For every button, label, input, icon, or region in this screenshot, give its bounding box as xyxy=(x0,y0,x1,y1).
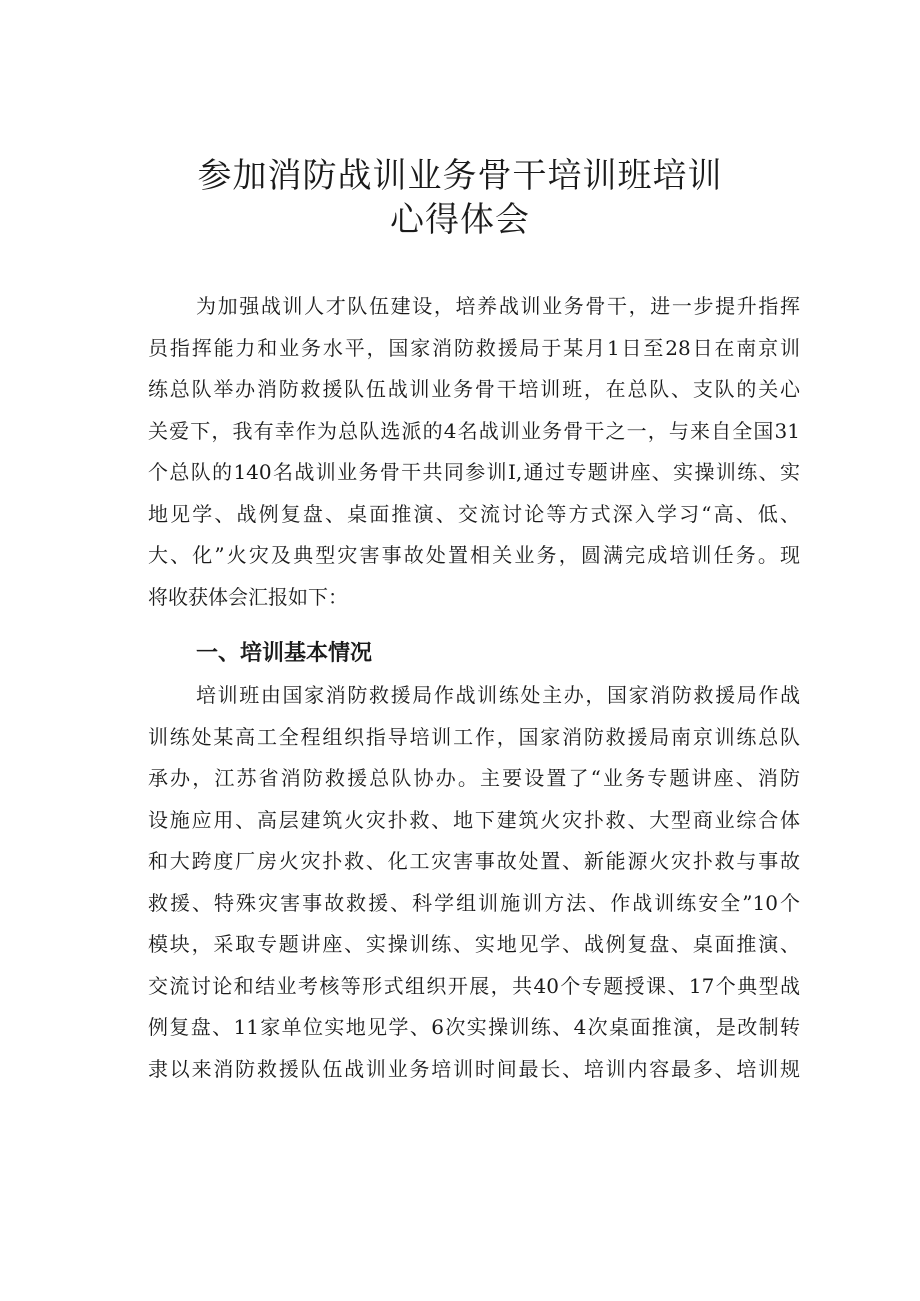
paragraph-line: 大、化”火灾及典型灾害事故处置相关业务，圆满完成培训任务。现 xyxy=(148,543,800,567)
paragraph-line: 关爱下，我有幸作为总队选派的4名战训业务骨干之一，与来自全国31 xyxy=(148,418,800,443)
document-title-line-2: 心得体会 xyxy=(390,200,530,240)
document-title-line-1: 参加消防战训业务骨干培训班培训 xyxy=(197,156,723,196)
paragraph-line: 将收获体会汇报如下： xyxy=(148,584,348,609)
training-overview-paragraph xyxy=(148,675,800,1090)
intro-paragraph xyxy=(148,286,800,618)
paragraph-line: 练总队举办消防救援队伍战训业务骨干培训班，在总队、支队的关心 xyxy=(148,377,800,401)
paragraph-line: 隶以来消防救援队伍战训业务培训时间最长、培训内容最多、培训规 xyxy=(148,1056,800,1081)
paragraph-line: 承办，江苏省消防救援总队协办。主要设置了“业务专题讲座、消防 xyxy=(148,766,800,790)
paragraph-line: 训练处某高工全程组织指导培训工作，国家消防救援局南京训练总队 xyxy=(148,724,800,749)
paragraph-line: 培训班由国家消防救援局作战训练处主办，国家消防救援局作战 xyxy=(196,683,800,707)
paragraph-line: 员指挥能力和业务水平，国家消防救援局于某月1日至28日在南京训 xyxy=(148,335,800,360)
paragraph-line: 救援、特殊灾害事故救援、科学组训施训方法、作战训练安全”10个 xyxy=(148,890,800,915)
paragraph-line: 为加强战训人才队伍建设，培养战训业务骨干，进一步提升指挥 xyxy=(196,294,800,318)
paragraph-line: 和大跨度厂房火灾扑救、化工灾害事故处置、新能源火灾扑救与事故 xyxy=(148,849,800,873)
paragraph-line: 模块，采取专题讲座、实操训练、实地见学、战例复盘、桌面推演、 xyxy=(148,932,800,956)
section-heading: 一、培训基本情况 xyxy=(196,641,373,666)
paragraph-line: 例复盘、11家单位实地见学、6次实操训练、4次桌面推演，是改制转 xyxy=(148,1015,800,1039)
paragraph-line: 地见学、战例复盘、桌面推演、交流讨论等方式深入学习“高、低、 xyxy=(148,501,800,526)
paragraph-line: 设施应用、高层建筑火灾扑救、地下建筑火灾扑救、大型商业综合体 xyxy=(148,807,800,832)
paragraph-line: 交流讨论和结业考核等形式组织开展，共40个专题授课、17个典型战 xyxy=(148,973,800,998)
paragraph-line: 个总队的140名战训业务骨干共同参训I,通过专题讲座、实操训练、实 xyxy=(148,460,800,484)
